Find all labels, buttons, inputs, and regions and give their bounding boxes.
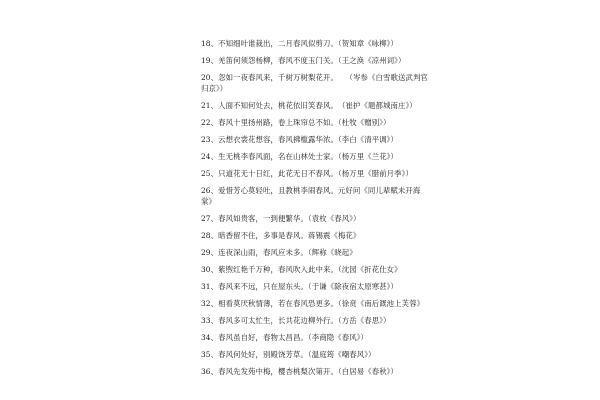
poem-line: 35、春风何处好，别殿饶芳草。（温庭筠《嘲春风》）: [201, 350, 376, 359]
poem-line: 33、春风多可太忙生，长共花边柳外行。（方岳《春思》）: [201, 316, 391, 325]
poem-line: 32、相看莫厌秋情薄，若在春风恐更多。（徐贲《南后溉池上芙蓉》: [201, 299, 425, 308]
poem-line-list: [201, 35, 428, 380]
poem-line: 23、云想衣裳花想容，春风拂槛露华浓。（李白《清平调》）: [201, 135, 398, 144]
poem-line: 28、暗香留不住，多事是春风。蒋锡震《梅花》: [201, 231, 361, 240]
poem-line: 29、连夜深山雨，春风应未多。（辉称《晓起》: [201, 248, 357, 257]
poem-line: 25、只道花无十日红，此花无日不春风。（杨万里《腊前月季》）: [201, 169, 413, 178]
poem-line: 31、春风来不远，只在屋东头。（于谦《除夜宿太原寒甚》）: [201, 282, 398, 291]
poem-line: 30、紫煦红艳千万种，春风吹入此中来。（沈园《折花仕女》: [201, 265, 402, 274]
poem-line-continuation: 归京》）: [201, 84, 228, 93]
poem-line: 34、春风虽自好，春物太昌昌。（李商隐《春风》）: [201, 333, 369, 342]
poem-line: 22、春风十里扬州路，卷上珠帘总不如。（杜牧《赠别》）: [201, 118, 391, 127]
poem-line: 18、不知细叶谁裁出，二月春风似剪刀。（贺知章《咏柳》）: [201, 39, 398, 48]
poem-line: 24、生无桃李春风面，名在山林处士家。（杨万里《兰花》）: [201, 152, 398, 161]
poem-line-continuation: 棠》: [201, 197, 216, 206]
poem-line: 27、春风如贵客，一到便繁华。（袁枚《春风》）: [201, 214, 361, 223]
poem-line: 36、春风先发苑中梅，樱杏桃梨次第开。（白居易《春秋》）: [201, 367, 398, 376]
poem-line: 20、忽如一夜春风来，千树万树梨花开。 （岑参《白雪歌送武判官: [201, 73, 428, 82]
poem-line: 19、羌笛何须怨杨柳，春风不度玉门关。（王之涣《凉州词》）: [201, 56, 406, 65]
poem-line: 26、爱惜芳心莫轻吐，且教桃李闹春风。元好问《同儿辈赋未开海: [201, 186, 421, 195]
poem-line: 21、人面不知何处去，桃花依旧笑春风。 （崔护《题都城南庄》）: [201, 101, 417, 110]
